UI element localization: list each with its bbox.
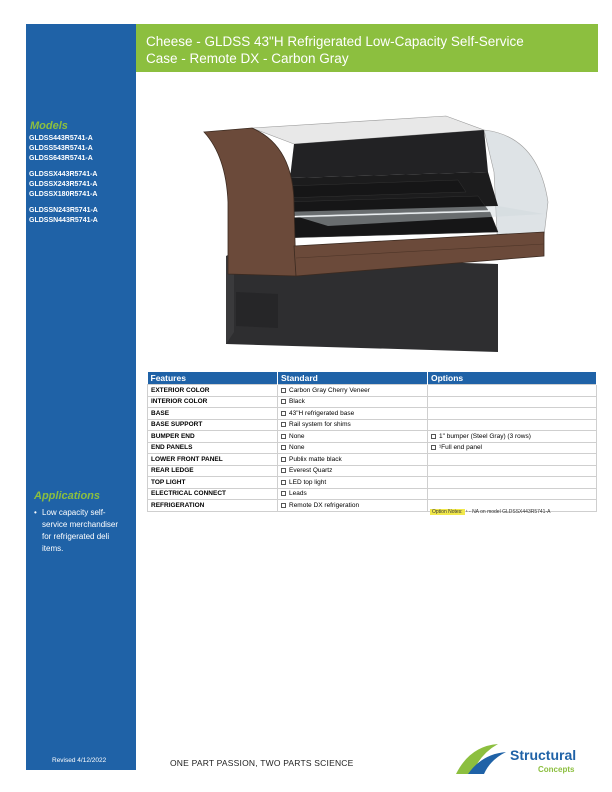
application-text: Low capacity self-service merchandiser for refrigerated deli items. [42,508,119,553]
features-column-header: Features [148,372,278,385]
checkbox-icon [281,434,286,439]
feature-cell: REAR LEDGE [148,465,278,477]
revised-date: Revised 4/12/2022 [52,757,107,764]
standard-cell [278,477,428,489]
checkbox-icon [281,445,286,450]
standard-text: 43"H refrigerated base [289,409,355,417]
standard-text: None [289,432,305,440]
option-note-label: Option Notes: [432,509,463,515]
option-cell [428,477,597,489]
standard-text: Black [289,398,305,406]
checkbox-icon [281,422,286,427]
standard-text: Publix matte black [289,455,342,463]
document-number: 21777126 [58,772,85,778]
option-note [430,509,550,515]
model-item: GLDSS543R5741-A [29,145,93,152]
standard-text: Carbon Gray Cherry Veneer [289,386,370,394]
standard-text: Remote DX refrigeration [289,501,360,509]
base-vent-panel [236,292,278,328]
spec-table-header [148,372,597,385]
checkbox-icon [281,480,286,485]
page-title [146,33,586,67]
applications-list [34,507,130,555]
checkbox-icon [281,503,286,508]
applications-heading: Applications [34,490,101,502]
logo-name: Structural [510,747,577,763]
model-item: GLDSSX443R5741-A [29,171,98,178]
feature-cell: LOWER FRONT PANEL [148,454,278,466]
option-cell [428,396,597,408]
models-heading: Models [30,120,68,132]
standard-cell [278,431,428,443]
feature-cell: TOP LIGHT [148,477,278,489]
bullet-icon: • [34,508,37,517]
standard-cell [278,500,428,512]
feature-cell: END PANELS [148,442,278,454]
standard-cell [278,454,428,466]
option-cell [428,408,597,420]
spec-row [148,465,597,477]
option-cell [428,465,597,477]
options-column-header: Options [428,372,597,385]
spec-row [148,488,597,500]
checkbox-icon [281,399,286,404]
model-item: GLDSSX180R5741-A [29,191,98,198]
option-cell [428,385,597,397]
feature-cell: BASE SUPPORT [148,419,278,431]
product-image [198,106,554,356]
models-list [29,134,98,226]
standard-column-header: Standard [278,372,428,385]
model-item: GLDSS643R5741-A [29,155,93,162]
standard-cell [278,408,428,420]
spec-row [148,442,597,454]
option-text: 1" bumper (Steel Gray) (3 rows) [439,432,531,440]
spec-table [147,372,597,512]
footer-tagline: ONE PART PASSION, TWO PARTS SCIENCE [170,758,354,768]
checkbox-icon [431,445,436,450]
standard-text: Rail system for shims [289,421,351,429]
option-cell [428,454,597,466]
standard-text: LED top light [289,478,327,486]
feature-cell: BASE [148,408,278,420]
checkbox-icon [281,457,286,462]
application-item [34,507,130,555]
standard-text: Leads [289,490,307,498]
option-cell [428,442,597,454]
standard-cell [278,385,428,397]
option-cell [428,488,597,500]
title-line-2: Case - Remote DX - Carbon Gray [146,51,349,66]
spec-row [148,477,597,489]
standard-cell [278,396,428,408]
logo-subtitle: Concepts [538,765,575,774]
spec-row [148,431,597,443]
standard-text: Everest Quartz [289,467,333,475]
option-cell [428,419,597,431]
feature-cell: ELECTRICAL CONNECT [148,488,278,500]
spec-row [148,385,597,397]
model-item: GLDSSN243R5741-A [29,207,98,214]
wood-end-panel [204,128,296,276]
feature-cell: EXTERIOR COLOR [148,385,278,397]
standard-cell [278,465,428,477]
spec-row [148,408,597,420]
checkbox-icon [281,388,286,393]
title-line-1: Cheese - GLDSS 43"H Refrigerated Low-Capacity Self-Service [146,34,524,49]
standard-cell [278,442,428,454]
checkbox-icon [281,411,286,416]
spec-row [148,396,597,408]
standard-cell [278,419,428,431]
checkbox-icon [281,468,286,473]
standard-text: None [289,444,305,452]
feature-cell: INTERIOR COLOR [148,396,278,408]
model-item: GLDSSX243R5741-A [29,181,98,188]
standard-cell [278,488,428,500]
model-item: GLDSSN443R5741-A [29,217,98,224]
feature-cell: BUMPER END [148,431,278,443]
model-item: GLDSS443R5741-A [29,135,93,142]
option-text: ¹Full end panel [439,444,482,452]
spec-row [148,454,597,466]
spec-row [148,419,597,431]
feature-cell: REFRIGERATION [148,500,278,512]
option-note-text: ¹ - NA on model GLDSSX443R5741-A [464,509,551,515]
checkbox-icon [431,434,436,439]
option-cell [428,431,597,443]
checkbox-icon [281,491,286,496]
